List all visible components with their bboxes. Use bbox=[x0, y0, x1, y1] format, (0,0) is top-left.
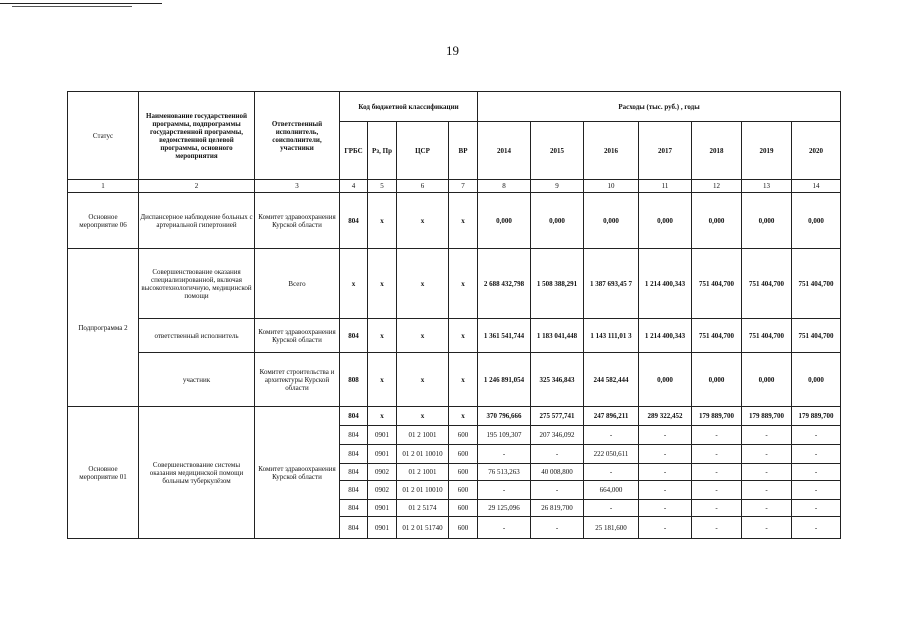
cell-value: - bbox=[531, 517, 584, 539]
cell-value: 1 361 541,744 bbox=[478, 319, 531, 353]
cell-value: 2 688 432,798 bbox=[478, 249, 531, 319]
cell-value: 40 008,800 bbox=[531, 464, 584, 481]
cell-grbs: 804 bbox=[340, 517, 368, 539]
cell-value: 179 889,700 bbox=[742, 407, 792, 426]
cell-value: 0,000 bbox=[639, 193, 692, 249]
cell-value: - bbox=[639, 426, 692, 445]
column-number: 13 bbox=[742, 180, 792, 193]
cell-value: 222 050,611 bbox=[584, 445, 639, 464]
column-number: 9 bbox=[531, 180, 584, 193]
cell-rzpr: 0901 bbox=[368, 500, 397, 517]
cell-value: 26 819,700 bbox=[531, 500, 584, 517]
cell-grbs: 808 bbox=[340, 353, 368, 407]
cell-value: 0,000 bbox=[692, 353, 742, 407]
cell-value: - bbox=[792, 426, 841, 445]
cell-value: - bbox=[531, 445, 584, 464]
cell-grbs: 804 bbox=[340, 426, 368, 445]
cell-grbs: 804 bbox=[340, 407, 368, 426]
cell-value: - bbox=[792, 481, 841, 500]
cell-csr: 01 2 1001 bbox=[397, 464, 449, 481]
header-year: 2015 bbox=[531, 122, 584, 180]
column-number-row bbox=[68, 180, 841, 193]
row-executor: Комитет здравоохранения Курской области bbox=[255, 319, 340, 353]
cell-csr: 01 2 01 10010 bbox=[397, 481, 449, 500]
cell-csr: х bbox=[397, 407, 449, 426]
cell-rzpr: 0901 bbox=[368, 426, 397, 445]
cell-value: 1 214 400,343 bbox=[639, 319, 692, 353]
header-expenses: Расходы (тыс. руб.) , годы bbox=[478, 92, 841, 122]
header-status: Статус bbox=[68, 92, 139, 180]
header-year: 2014 bbox=[478, 122, 531, 180]
header-year: 2018 bbox=[692, 122, 742, 180]
cell-grbs: 804 bbox=[340, 193, 368, 249]
column-number: 12 bbox=[692, 180, 742, 193]
cell-value: 325 346,843 bbox=[531, 353, 584, 407]
cell-rzpr: 0901 bbox=[368, 445, 397, 464]
cell-value: - bbox=[639, 500, 692, 517]
row-name: ответственный исполнитель bbox=[139, 319, 255, 353]
cell-value: - bbox=[742, 445, 792, 464]
cell-csr: х bbox=[397, 319, 449, 353]
cell-rzpr: 0902 bbox=[368, 464, 397, 481]
cell-value: - bbox=[742, 481, 792, 500]
cell-vr: 600 bbox=[449, 464, 478, 481]
cell-value: - bbox=[692, 445, 742, 464]
table-row bbox=[68, 193, 841, 249]
row-executor: Комитет здравоохранения Курской области bbox=[255, 407, 340, 539]
cell-value: 0,000 bbox=[792, 193, 841, 249]
cell-value: - bbox=[742, 500, 792, 517]
cell-value: - bbox=[692, 481, 742, 500]
header-budget-code: Код бюджетной классификации bbox=[340, 92, 478, 122]
header-year: 2020 bbox=[792, 122, 841, 180]
column-number: 6 bbox=[397, 180, 449, 193]
cell-value: - bbox=[584, 500, 639, 517]
row-status: Подпрограмма 2 bbox=[68, 249, 139, 407]
header-csr: ЦСР bbox=[397, 122, 449, 180]
cell-vr: 600 bbox=[449, 426, 478, 445]
column-number: 10 bbox=[584, 180, 639, 193]
row-status: Основное мероприятие 01 bbox=[68, 407, 139, 539]
cell-value: - bbox=[639, 445, 692, 464]
page-number: 19 bbox=[446, 43, 459, 58]
cell-value: 751 404,700 bbox=[792, 319, 841, 353]
cell-value: 751 404,700 bbox=[742, 249, 792, 319]
cell-value: 29 125,096 bbox=[478, 500, 531, 517]
cell-value: 0,000 bbox=[478, 193, 531, 249]
cell-value: - bbox=[742, 464, 792, 481]
row-name: участник bbox=[139, 353, 255, 407]
cell-vr: х bbox=[449, 319, 478, 353]
cell-value: 0,000 bbox=[639, 353, 692, 407]
cell-grbs: 804 bbox=[340, 500, 368, 517]
column-number: 3 bbox=[255, 180, 340, 193]
cell-value: 289 322,452 bbox=[639, 407, 692, 426]
cell-value: 0,000 bbox=[742, 193, 792, 249]
header-executor: Ответственный исполнитель, соисполнители, участники bbox=[255, 92, 340, 180]
header-grbs: ГРБС bbox=[340, 122, 368, 180]
cell-value: - bbox=[478, 517, 531, 539]
cell-vr: 600 bbox=[449, 481, 478, 500]
cell-value: 0,000 bbox=[584, 193, 639, 249]
cell-value: 247 896,211 bbox=[584, 407, 639, 426]
cell-rzpr: 0902 bbox=[368, 481, 397, 500]
column-number: 4 bbox=[340, 180, 368, 193]
cell-value: - bbox=[639, 517, 692, 539]
table-row bbox=[68, 407, 841, 426]
cell-vr: х bbox=[449, 353, 478, 407]
cell-value: - bbox=[584, 426, 639, 445]
column-number: 11 bbox=[639, 180, 692, 193]
cell-value: 275 577,741 bbox=[531, 407, 584, 426]
cell-rzpr: 0901 bbox=[368, 517, 397, 539]
cell-value: - bbox=[531, 481, 584, 500]
cell-value: - bbox=[639, 464, 692, 481]
cell-csr: х bbox=[397, 353, 449, 407]
cell-rzpr: х bbox=[368, 407, 397, 426]
cell-rzpr: х bbox=[368, 353, 397, 407]
column-number: 7 bbox=[449, 180, 478, 193]
cell-value: 664,000 bbox=[584, 481, 639, 500]
cell-value: - bbox=[692, 517, 742, 539]
header-vr: ВР bbox=[449, 122, 478, 180]
cell-value: 0,000 bbox=[792, 353, 841, 407]
header-rzpr: Рз, Пр bbox=[368, 122, 397, 180]
cell-value: 244 582,444 bbox=[584, 353, 639, 407]
cell-vr: х bbox=[449, 407, 478, 426]
cell-value: 25 181,600 bbox=[584, 517, 639, 539]
cell-value: - bbox=[742, 517, 792, 539]
cell-rzpr: х bbox=[368, 319, 397, 353]
cell-rzpr: х bbox=[368, 193, 397, 249]
cell-value: - bbox=[584, 464, 639, 481]
column-number: 1 bbox=[68, 180, 139, 193]
budget-table bbox=[67, 91, 841, 539]
cell-grbs: 804 bbox=[340, 481, 368, 500]
cell-value: 751 404,700 bbox=[692, 249, 742, 319]
cell-value: 195 109,307 bbox=[478, 426, 531, 445]
cell-csr: 01 2 01 10010 bbox=[397, 445, 449, 464]
cell-value: 0,000 bbox=[531, 193, 584, 249]
cell-csr: 01 2 5174 bbox=[397, 500, 449, 517]
cell-vr: 600 bbox=[449, 517, 478, 539]
table-row bbox=[68, 319, 841, 353]
cell-value: 0,000 bbox=[742, 353, 792, 407]
cell-value: 0,000 bbox=[692, 193, 742, 249]
table-row bbox=[68, 353, 841, 407]
cell-rzpr: х bbox=[368, 249, 397, 319]
cell-grbs: 804 bbox=[340, 445, 368, 464]
cell-value: - bbox=[792, 517, 841, 539]
cell-csr: 01 2 1001 bbox=[397, 426, 449, 445]
cell-value: 1 143 111,01 3 bbox=[584, 319, 639, 353]
cell-value: - bbox=[792, 445, 841, 464]
cell-value: 370 796,666 bbox=[478, 407, 531, 426]
column-number: 8 bbox=[478, 180, 531, 193]
row-executor: Всего bbox=[255, 249, 340, 319]
cell-vr: 600 bbox=[449, 500, 478, 517]
top-rule bbox=[0, 0, 905, 10]
cell-value: 179 889,700 bbox=[692, 407, 742, 426]
cell-value: 1 246 891,054 bbox=[478, 353, 531, 407]
cell-value: - bbox=[639, 481, 692, 500]
row-name: Совершенствование системы оказания медицинской помощи больным туберкулёзом bbox=[139, 407, 255, 539]
header-year: 2017 bbox=[639, 122, 692, 180]
cell-value: 179 889,700 bbox=[792, 407, 841, 426]
cell-vr: х bbox=[449, 193, 478, 249]
row-name: Диспансерное наблюдение больных с артериальной гипертонией bbox=[139, 193, 255, 249]
cell-value: 207 346,092 bbox=[531, 426, 584, 445]
cell-value: 1 387 693,45 7 bbox=[584, 249, 639, 319]
cell-value: - bbox=[692, 426, 742, 445]
column-number: 5 bbox=[368, 180, 397, 193]
table-row bbox=[68, 249, 841, 319]
cell-vr: 600 bbox=[449, 445, 478, 464]
cell-value: - bbox=[792, 464, 841, 481]
row-executor: Комитет здравоохранения Курской области bbox=[255, 193, 340, 249]
header-name: Наименование государственной программы, подпрограммы государственной программы, ведомственной целевой программы, основного мероприятия bbox=[139, 92, 255, 180]
cell-value: - bbox=[792, 500, 841, 517]
cell-value: - bbox=[692, 500, 742, 517]
cell-value: 1 183 041,448 bbox=[531, 319, 584, 353]
cell-vr: х bbox=[449, 249, 478, 319]
row-status: Основное мероприятие 06 bbox=[68, 193, 139, 249]
row-executor: Комитет строительства и архитектуры Курской области bbox=[255, 353, 340, 407]
cell-csr: х bbox=[397, 249, 449, 319]
cell-value: - bbox=[692, 464, 742, 481]
cell-csr: 01 2 01 51740 bbox=[397, 517, 449, 539]
column-number: 14 bbox=[792, 180, 841, 193]
cell-value: 76 513,263 bbox=[478, 464, 531, 481]
cell-value: 1 214 400,343 bbox=[639, 249, 692, 319]
cell-grbs: х bbox=[340, 249, 368, 319]
header-year: 2019 bbox=[742, 122, 792, 180]
cell-value: - bbox=[742, 426, 792, 445]
cell-value: 1 508 388,291 bbox=[531, 249, 584, 319]
cell-value: - bbox=[478, 481, 531, 500]
cell-value: - bbox=[478, 445, 531, 464]
cell-grbs: 804 bbox=[340, 319, 368, 353]
column-number: 2 bbox=[139, 180, 255, 193]
row-name: Совершенствование оказания специализированной, включая высокотехнологичную, медицинской помощи bbox=[139, 249, 255, 319]
cell-value: 751 404,700 bbox=[792, 249, 841, 319]
cell-value: 751 404,700 bbox=[742, 319, 792, 353]
header-year: 2016 bbox=[584, 122, 639, 180]
cell-csr: х bbox=[397, 193, 449, 249]
cell-value: 751 404,700 bbox=[692, 319, 742, 353]
cell-grbs: 804 bbox=[340, 464, 368, 481]
